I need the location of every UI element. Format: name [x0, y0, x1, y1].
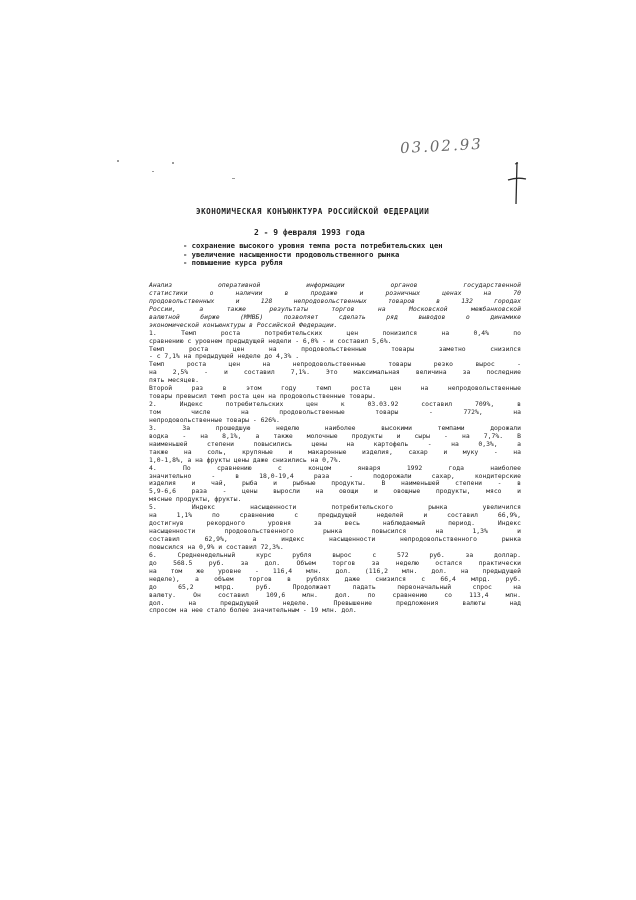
report-text-line: Второй раз в этом году темп роста цен на непродовольственные	[149, 384, 521, 393]
report-text-line: дол. на предыдущей неделе. Превышение предложения валюты над	[149, 598, 521, 607]
report-text-line: на 2,5% - и составил 7,1%. Это максимальная величина за последние	[149, 368, 521, 377]
report-text-line: значительно - в 18,0-19,4 раза - подорожали сахар, кондитерские	[149, 471, 521, 480]
report-text-line: до 65,2 млрд. руб. Продолжает падать первоначальный спрос на	[149, 582, 521, 591]
report-text-line: - с 7,1% на предыдущей неделе до 4,3% .	[149, 352, 300, 361]
report-text-line: составил 62,9%, а индекс насыщенности непродовольственного рынка	[149, 535, 521, 543]
report-text-line: на том же уровне - 116,4 млн. дол. (116,2 млн. дол. на предыдущей	[149, 566, 521, 575]
scan-speck	[117, 160, 119, 162]
handwritten-date: 03.02.93	[399, 134, 484, 158]
scan-speck	[152, 171, 154, 172]
report-text-line: экономической конъюнктуры в Российской Федерации.	[149, 320, 338, 329]
report-text-line: 5. Индекс насыщенности потребительского рынка увеличился	[149, 503, 521, 512]
report-text-line: до 568.5 руб. за дол. Объем торгов за неделю остался практически	[149, 558, 521, 567]
report-text-line: неделе), а объем торгов в рублях даже снизился с 66,4 млрд. руб.	[149, 574, 521, 583]
document-title: ЭКОНОМИЧЕСКАЯ КОНЪЮНКТУРА РОССИЙСКОЙ ФЕДЕРАЦИИ	[196, 207, 430, 216]
scan-speck	[172, 162, 174, 164]
report-text-line: 4. По сравнению с концом января 1992 года наиболее	[149, 463, 521, 472]
handwritten-cross-mark	[506, 160, 528, 206]
report-text-line: том числе на продовольственные товары - 772%, на	[149, 408, 521, 416]
report-text-line: на 1,1% по сравнению с предыдущей неделей и составил 66,9%,	[149, 511, 521, 520]
summary-bullet: - увеличение насыщенности продовольственного рынка	[183, 249, 400, 259]
report-text-line: повысился на 0,9% и составил 72,3%.	[149, 542, 284, 551]
report-text-line: также на соль, крупяные и макаронные изделия, сахар и муку - на	[149, 447, 521, 456]
report-text-line: товары превысил темп роста цен на продовольственные товары.	[149, 392, 377, 401]
report-text-line: наименьшей степени повысились цены на картофель - на 0,3%, а	[149, 439, 521, 448]
report-body	[149, 282, 521, 615]
report-text-line: Темп роста цен на продовольственные товары заметно снизился	[149, 344, 521, 353]
scan-speck	[232, 178, 235, 179]
report-text-line: 6. Средненедельный курс рубля вырос с 572 руб. за доллар.	[149, 550, 521, 559]
report-text-line: пять месяцев.	[149, 376, 200, 385]
summary-bullet: - повышение курса рубля	[183, 258, 283, 268]
report-text-line: статистики о наличии в продаже и розничных ценах на 70	[149, 288, 521, 297]
report-text-line: валюту. Он составил 109,6 млн. дол. по сравнению со 113,4 млн.	[149, 590, 521, 599]
report-text-line: 1,0-1,8%, а на фрукты цены даже снизились на 0,7%.	[149, 455, 342, 464]
report-text-line: 2. Индекс потребительских цен к 03.03.92 составил 709%, в	[149, 400, 521, 409]
report-text-line: Анализ оперативной информации органов государственной	[149, 281, 521, 289]
report-text-line: изделия и чай, рыба и рыбные продукты. В наименьшей степени - в	[149, 479, 521, 488]
summary-bullet: - сохранение высокого уровня темпа роста потребительских цен	[183, 241, 443, 250]
document-period: 2 - 9 февраля 1993 года	[254, 228, 365, 237]
report-text-line: спросом на нее стало более значительным - 19 млн. дол.	[149, 606, 357, 615]
report-text-line: продовольственных и 128 непродовольственных товаров в 132 городах	[149, 296, 521, 305]
report-text-line: непродовольственные товары - 626%.	[149, 415, 280, 424]
report-text-line: Темп роста цен на непродовольственные товары резко вырос -	[149, 360, 521, 369]
report-text-line: насыщенности продовольственного рынка повысился на 1,3% и	[149, 527, 521, 536]
report-text-line: 3. За прошедшую неделю наиболее высокими темпами дорожали	[149, 423, 521, 432]
report-text-line: России, а также результаты торгов на Московской межбанковской	[149, 304, 521, 313]
report-text-line: сравнению с уровнем предыдущей недели - 6,0% - и составил 5,6%.	[149, 336, 392, 345]
report-text-line: валютной бирже (ММВБ) позволяет сделать ряд выводов о динамике	[149, 312, 521, 321]
report-text-line: водка - на 8,1%, а также молочные продукты и сыры - на 7,7%. В	[149, 431, 521, 440]
report-text-line: мясные продукты, фрукты.	[149, 495, 242, 504]
summary-bullets	[183, 242, 443, 268]
report-text-line: 5,9-6,6 раза - цены выросли на овощи и овощные продукты, мясо и	[149, 487, 521, 496]
report-text-line: достигнув рекордного уровня за весь наблюдаемый период. Индекс	[149, 519, 521, 528]
report-text-line: 1. Темп роста потребительских цен понизился на 0,4% по	[149, 328, 521, 337]
